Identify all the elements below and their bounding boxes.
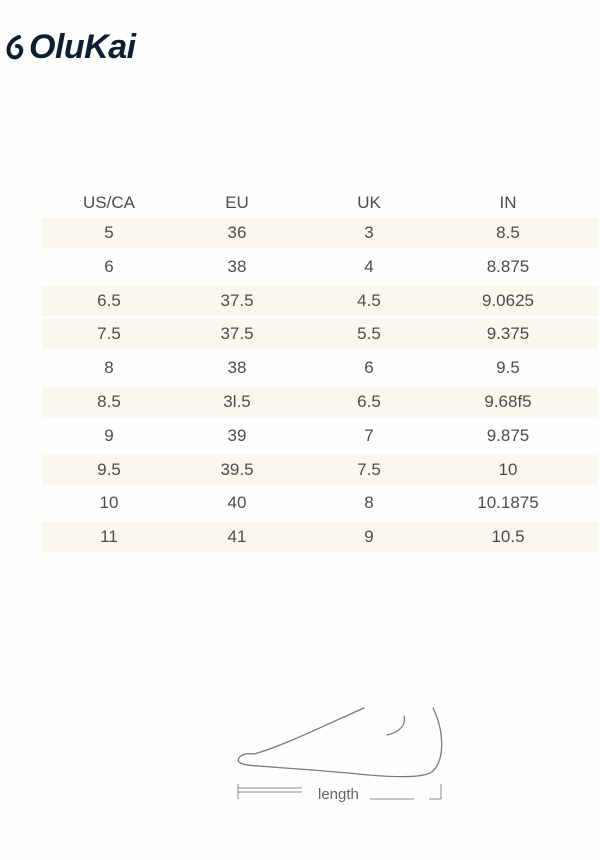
cell-us-ca: 9 — [104, 425, 114, 445]
cell-uk: 7.5 — [357, 459, 381, 479]
cell-in: 10.1875 — [477, 493, 539, 513]
header-uk: UK — [357, 193, 381, 212]
cell-uk: 6 — [364, 358, 374, 378]
table-row — [42, 522, 598, 552]
cell-uk: 3 — [364, 223, 374, 242]
cell-in: 10 — [498, 459, 518, 479]
cell-uk: 6.5 — [357, 391, 381, 411]
table-row — [42, 353, 598, 383]
cell-us-ca: 6.5 — [97, 290, 121, 310]
wave-icon — [4, 32, 26, 62]
length-label: length — [318, 786, 359, 803]
cell-in: 8.875 — [486, 256, 530, 276]
cell-uk: 7 — [364, 425, 374, 445]
cell-eu: 37.5 — [220, 290, 254, 310]
cell-in: 8.5 — [496, 223, 520, 242]
cell-us-ca: 5 — [104, 223, 114, 242]
cell-us-ca: 8 — [104, 358, 114, 378]
cell-in: 10.5 — [491, 527, 525, 547]
header-in: IN — [499, 193, 517, 212]
cell-eu: 38 — [227, 256, 247, 276]
cell-in: 9.5 — [496, 358, 520, 378]
table-row — [42, 286, 598, 316]
table-row — [42, 218, 598, 248]
cell-eu: 39.5 — [220, 459, 254, 479]
cell-uk: 4 — [364, 256, 374, 276]
cell-uk: 8 — [364, 493, 374, 513]
cell-us-ca: 11 — [100, 527, 118, 547]
cell-eu: 37.5 — [220, 324, 254, 344]
table-row — [42, 488, 598, 518]
cell-uk: 5.5 — [357, 324, 381, 344]
table-row — [42, 252, 598, 282]
table-row — [42, 455, 598, 485]
cell-us-ca: 9.5 — [97, 459, 121, 479]
cell-eu: 41 — [227, 527, 247, 547]
cell-in: 9.875 — [486, 425, 530, 445]
header-us-ca: US/CA — [83, 193, 135, 212]
cell-eu: 3l.5 — [223, 391, 251, 411]
cell-us-ca: 7.5 — [97, 324, 121, 344]
cell-eu: 40 — [227, 493, 247, 513]
brand-logo — [4, 30, 136, 64]
cell-in: 9.0625 — [482, 290, 534, 310]
brand-name: OluKai — [29, 28, 136, 66]
cell-us-ca: 10 — [99, 493, 119, 513]
table-row — [42, 319, 598, 349]
table-row — [42, 421, 598, 451]
size-chart-table — [42, 188, 598, 556]
cell-us-ca: 8.5 — [97, 391, 121, 411]
cell-eu: 36 — [227, 223, 247, 242]
cell-in: 9.68f5 — [484, 391, 532, 411]
table-header — [42, 188, 598, 218]
cell-uk: 9 — [364, 527, 374, 547]
cell-eu: 38 — [227, 358, 247, 378]
cell-in: 9.375 — [486, 324, 530, 344]
table-row — [42, 387, 598, 417]
cell-uk: 4.5 — [357, 290, 381, 310]
cell-eu: 39 — [227, 425, 247, 445]
header-eu: EU — [225, 193, 249, 212]
cell-us-ca: 6 — [104, 256, 114, 276]
